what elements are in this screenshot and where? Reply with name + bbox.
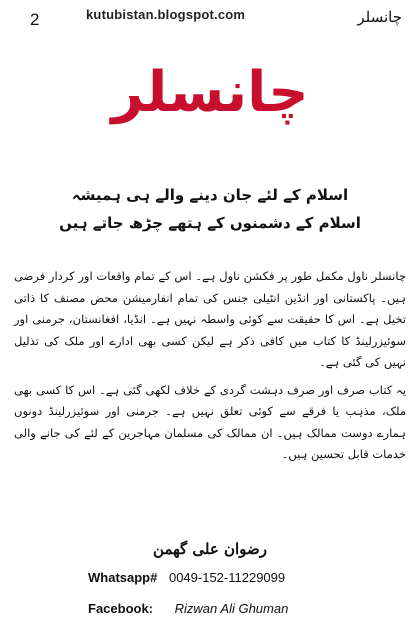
facebook-name: Rizwan Ali Ghuman <box>174 601 289 616</box>
author-name: رضوان علی گھمن <box>153 540 267 558</box>
tagline-line-1: اسلام کے لئے جان دینے والے ہی ہمیشہ <box>71 186 349 204</box>
tagline-line-2: اسلام کے دشمنوں کے ہتھے چڑھ جاتے ہیں <box>59 214 361 232</box>
disclaimer-paragraph-2: یہ کتاب صرف اور صرف دہشت گردی کے خلاف لکھی گئی ہے۔ اس کا کسی بھی ملک، مذہب یا فرقے سے کوئی تعلق نہیں ہے۔ جرمنی اور سوئیزرلینڈ دونوں ہمارے دوست ممالک ہیں۔ ان ممالک کی مسلمان مہاجرین کے لئے کی جانے والی خدمات قابل تحسین ہیں۔ <box>14 382 406 461</box>
whatsapp-number: 0049-152-11229099 <box>168 570 286 585</box>
facebook-label: Facebook: <box>88 601 154 616</box>
page-number: 2 <box>30 10 40 29</box>
disclaimer-paragraph-1: چانسلر ناول مکمل طور پر فکشن ناول ہے۔ اس کے تمام واقعات اور کردار فرضی ہیں۔ پاکستانی اور انڈین انٹیلی جنس کی تمام انفارمیشن محض مصنف کا ذاتی تخیل ہے۔ اس کا حقیقت سے کوئی واسطہ نہیں ہے۔ انڈیا، افغانستان، جرمنی اور سوئیزرلینڈ کا کتاب میں کافی ذکر ہے لیکن کسی بھی ادارے اور ملک کی تذلیل نہیں کی گئی ہے۔ <box>14 269 406 369</box>
site-url: kutubistan.blogspot.com <box>86 7 246 22</box>
whatsapp-label: Whatsapp# <box>88 570 158 585</box>
header-book-title: چانسلر <box>357 8 402 26</box>
disclaimer-body <box>14 266 406 472</box>
facebook-row <box>88 601 288 616</box>
whatsapp-row <box>88 570 285 585</box>
book-title: چانسلر <box>111 60 309 125</box>
